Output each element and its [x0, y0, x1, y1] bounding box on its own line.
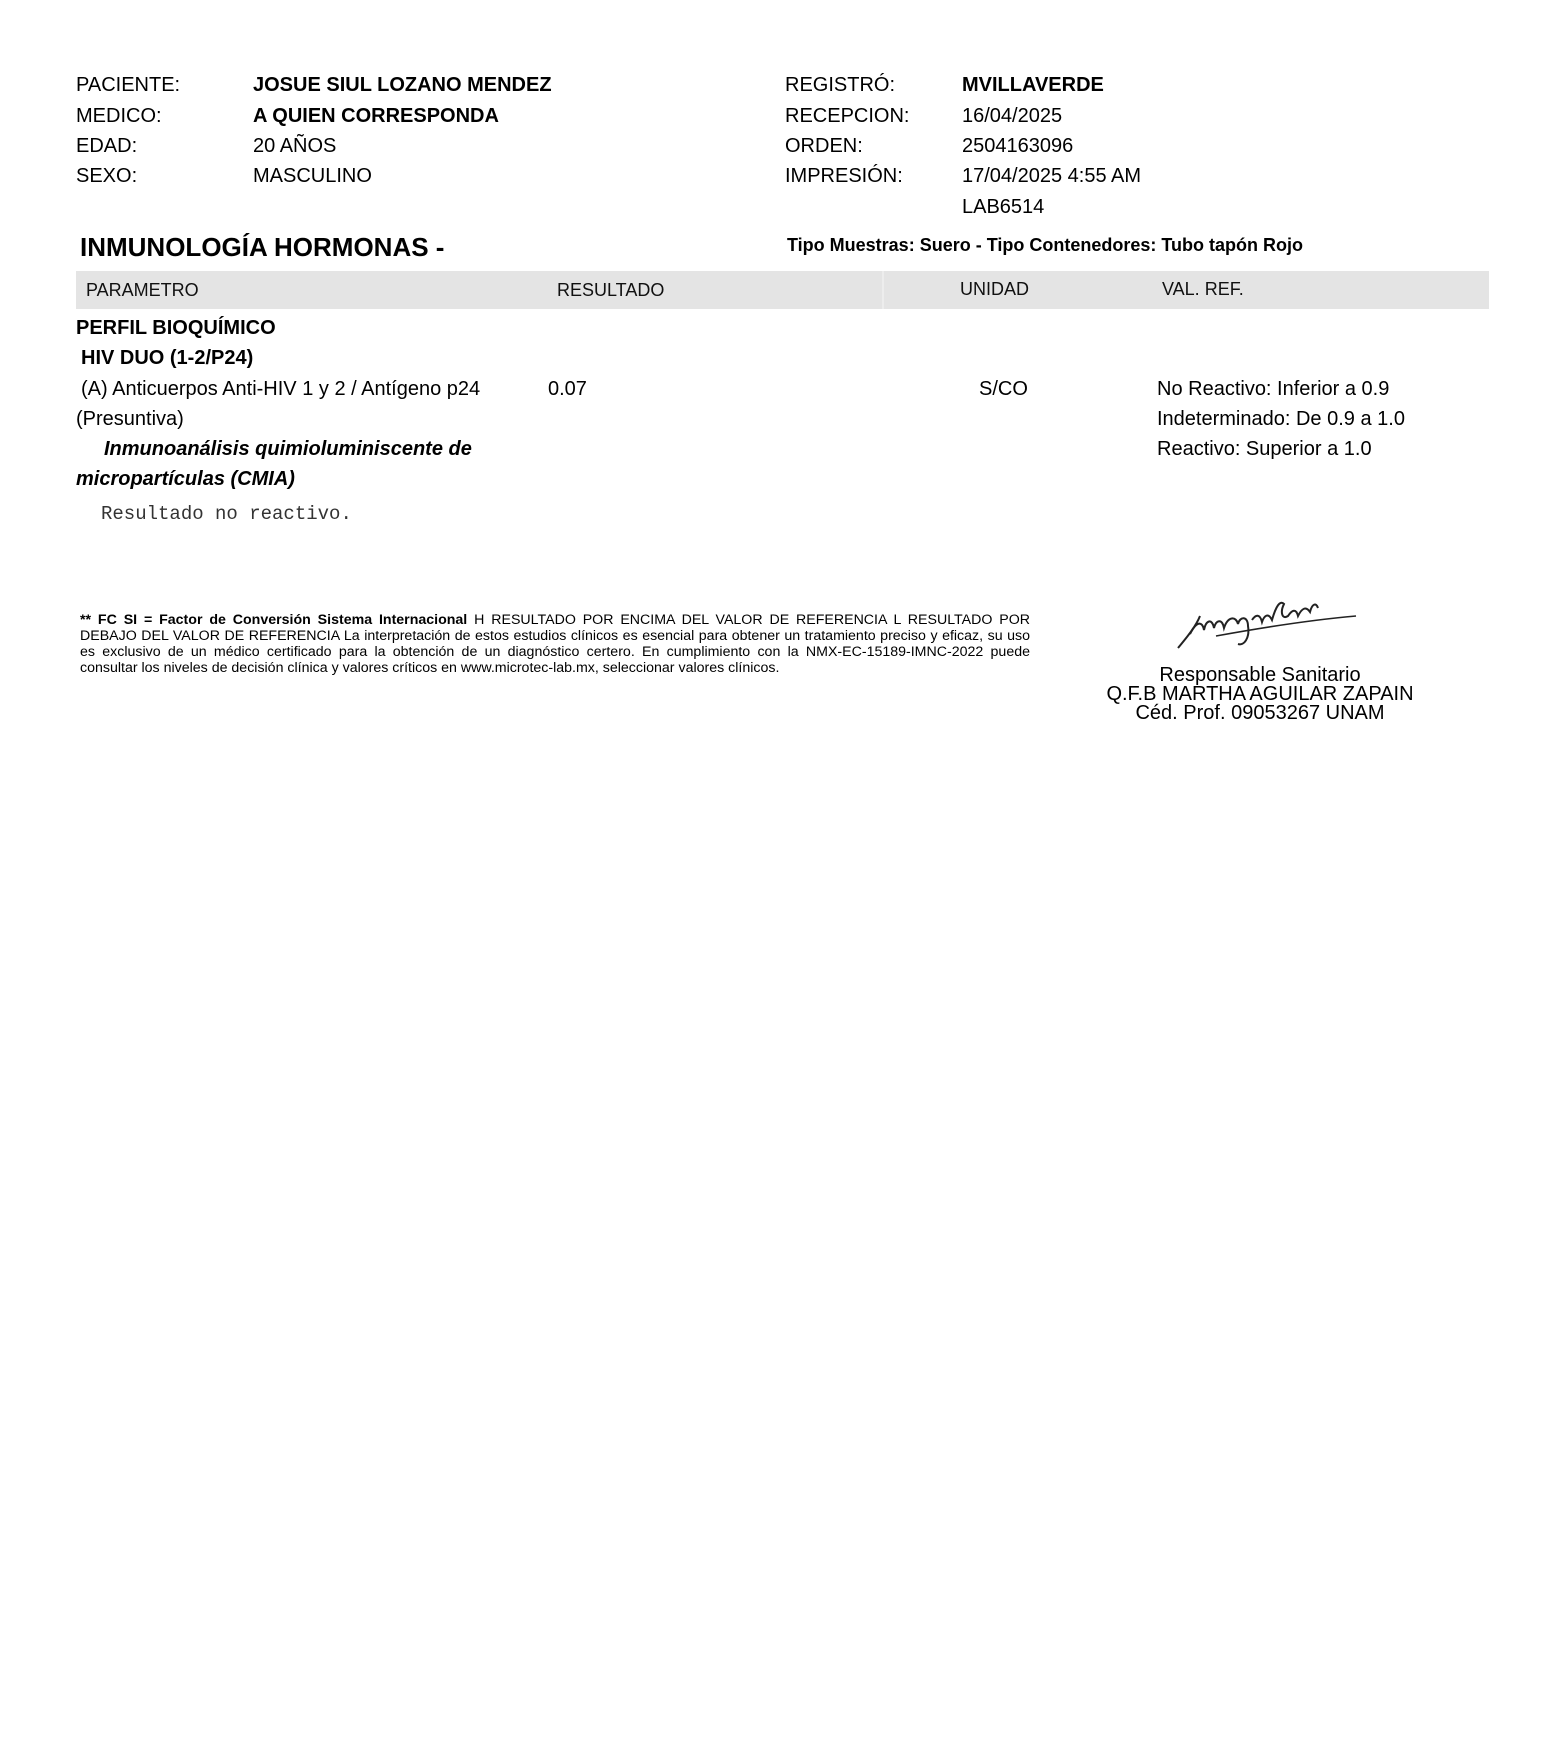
parameter-name-line1: (A) Anticuerpos Anti-HIV 1 y 2 / Antígeno p24 — [81, 378, 481, 400]
registro-label: REGISTRÓ: — [785, 74, 896, 96]
test-name: HIV DUO (1-2/P24) — [81, 347, 254, 369]
impresion-label: IMPRESIÓN: — [785, 165, 903, 187]
result-comment: Resultado no reactivo. — [101, 503, 352, 525]
sexo-value: MASCULINO — [253, 165, 372, 187]
edad-label: EDAD: — [76, 135, 138, 157]
medico-label: MEDICO: — [76, 105, 162, 127]
header-val-ref: VAL. REF. — [1162, 279, 1244, 299]
parameter-name-line2: (Presuntiva) — [76, 408, 184, 430]
sample-info: Tipo Muestras: Suero - Tipo Contenedores: Tubo tapón Rojo — [787, 235, 1303, 255]
signature-role: Responsable Sanitario — [1159, 664, 1361, 686]
impresion-value: 17/04/2025 4:55 AM — [962, 165, 1142, 187]
medico-value: A QUIEN CORRESPONDA — [253, 105, 499, 127]
method-line2: micropartículas (CMIA) — [76, 468, 295, 490]
reference-line: Indeterminado: De 0.9 a 1.0 — [1157, 408, 1405, 430]
lab-code: LAB6514 — [962, 196, 1045, 218]
signature-cedula: Céd. Prof. 09053267 UNAM — [1135, 702, 1385, 724]
paciente-value: JOSUE SIUL LOZANO MENDEZ — [253, 74, 552, 96]
header-resultado: RESULTADO — [557, 280, 665, 300]
profile-name: PERFIL BIOQUÍMICO — [76, 317, 276, 339]
section-title: INMUNOLOGÍA HORMONAS - — [80, 232, 445, 262]
recepcion-label: RECEPCION: — [785, 105, 910, 127]
sexo-label: SEXO: — [76, 165, 138, 187]
reference-line: No Reactivo: Inferior a 0.9 — [1157, 378, 1390, 400]
orden-label: ORDEN: — [785, 135, 863, 157]
reference-line: Reactivo: Superior a 1.0 — [1157, 438, 1372, 460]
result-value: 0.07 — [548, 378, 587, 400]
registro-value: MVILLAVERDE — [962, 74, 1104, 96]
unit-value: S/CO — [979, 378, 1028, 400]
header-parametro: PARAMETRO — [86, 280, 199, 300]
method-line1: Inmunoanálisis quimioluminiscente de — [104, 438, 472, 460]
table-header — [76, 271, 1489, 309]
footnote-text: H RESULTADO POR ENCIMA DEL VALOR DE REFERENCIA L RESULTADO POR DEBAJO DEL VALOR DE REFERENCIA La interpretación de estos estudios clínicos es esencial para obtener un tratamiento preciso y eficaz, su uso es exclusivo de un médico certificado para la obtención de un diagnóstico certero. En cumplimiento con la NMX-EC-15189-IMNC-2022 puede consultar los niveles de decisión clínica y valores críticos en www.microtec-lab.mx, seleccionar valores clínicos. — [80, 612, 1030, 676]
footnote-bold: ** FC SI = Factor de Conversión Sistema Internacional — [80, 612, 468, 628]
paciente-label: PACIENTE: — [76, 74, 181, 96]
footnote — [80, 612, 1030, 676]
signature-block — [1080, 586, 1440, 723]
signature-image — [1160, 586, 1360, 658]
header-unidad: UNIDAD — [960, 279, 1030, 299]
signature-name: Q.F.B MARTHA AGUILAR ZAPAIN — [1106, 683, 1414, 705]
header-divider — [882, 271, 884, 309]
edad-value: 20 AÑOS — [253, 135, 337, 157]
orden-value: 2504163096 — [962, 135, 1074, 157]
recepcion-value: 16/04/2025 — [962, 105, 1063, 127]
